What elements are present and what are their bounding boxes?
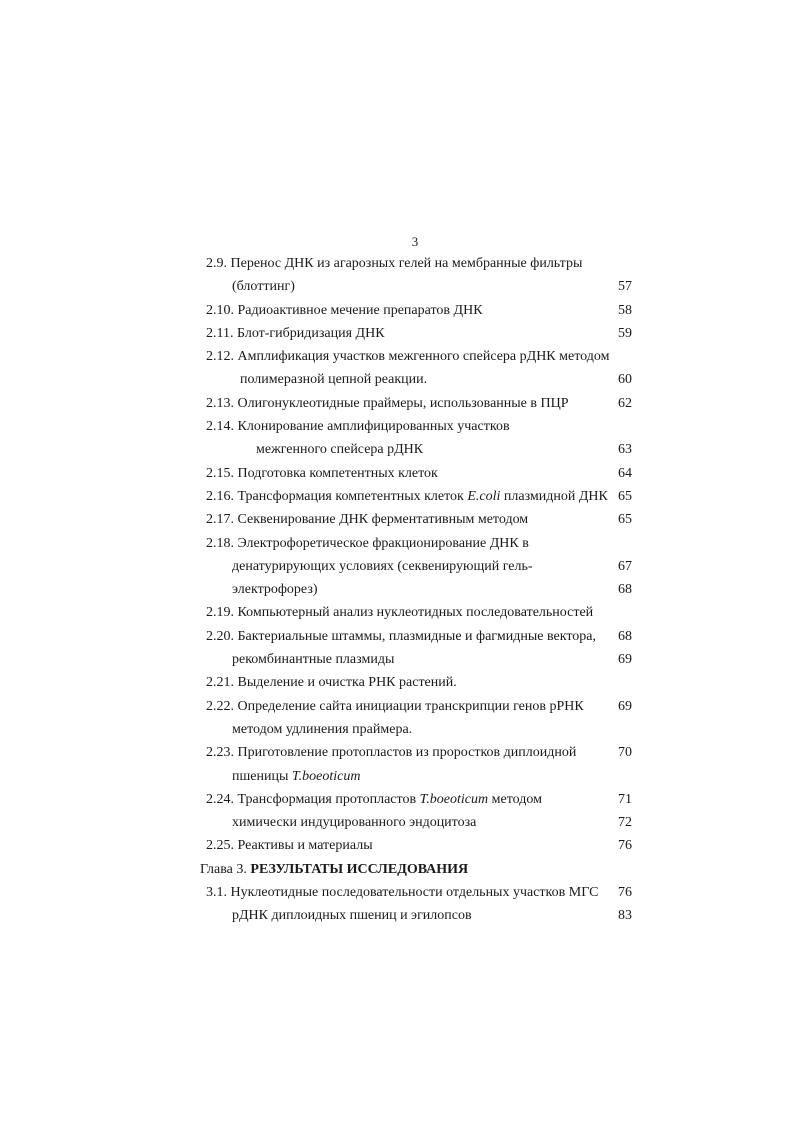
- toc-italic-term: T.boeoticum: [419, 791, 489, 807]
- toc-entry-text: рекомбинантные плазмиды: [232, 652, 395, 668]
- table-of-contents: [0, 252, 795, 928]
- toc-page-number: 64: [618, 465, 632, 481]
- toc-page-number: 76: [618, 885, 632, 901]
- toc-page-number: 67: [618, 558, 632, 574]
- toc-line: [0, 555, 795, 578]
- toc-line: [0, 718, 795, 741]
- chapter-heading-line: [0, 858, 795, 881]
- toc-entry-text: 2.18. Электрофоретическое фракционирование ДНК в: [206, 535, 529, 551]
- toc-line: [0, 904, 795, 927]
- toc-line: [0, 368, 795, 391]
- toc-entry-text: 2.13. Олигонуклеотидные праймеры, использованные в ПЦР: [206, 395, 569, 411]
- toc-entry-text: 2.22. Определение сайта инициации транскрипции генов рРНК: [206, 698, 584, 714]
- toc-text-part: 2.24. Трансформация протопластов: [206, 791, 420, 807]
- toc-entry-text: [206, 485, 608, 508]
- toc-entry-text: химически индуцированного эндоцитоза: [232, 815, 477, 831]
- toc-line: [0, 578, 795, 601]
- toc-text-part: плазмидной ДНК: [500, 488, 608, 504]
- toc-page-number: 63: [618, 442, 632, 458]
- toc-entry-text: 2.15. Подготовка компетентных клеток: [206, 465, 438, 481]
- toc-entry-text: (блоттинг): [232, 279, 295, 295]
- toc-page-number: 62: [618, 395, 632, 411]
- toc-entry-text: 2.21. Выделение и очистка РНК растений.: [206, 675, 457, 691]
- toc-page-number: 60: [618, 372, 632, 388]
- toc-entry-text: 2.20. Бактериальные штаммы, плазмидные и фагмидные вектора,: [206, 628, 596, 644]
- toc-line: [0, 508, 795, 531]
- toc-line: [0, 252, 795, 275]
- toc-page-number: 65: [618, 488, 632, 504]
- toc-line: [0, 299, 795, 322]
- toc-line: [0, 438, 795, 461]
- toc-entry-text: 3.1. Нуклеотидные последовательности отдельных участков МГС: [206, 885, 599, 901]
- toc-text-part: методом: [488, 791, 542, 807]
- page-number: 3: [411, 234, 419, 249]
- toc-entry-text: 2.10. Радиоактивное мечение препаратов ДНК: [206, 302, 483, 318]
- chapter-heading: [200, 858, 468, 881]
- toc-page-number: 69: [618, 698, 632, 714]
- toc-text-part: пшеницы: [232, 768, 292, 784]
- toc-line: [0, 881, 795, 904]
- toc-line: [0, 275, 795, 298]
- toc-line: [0, 415, 795, 438]
- toc-text-part: 2.16. Трансформация компетентных клеток: [206, 488, 468, 504]
- toc-page-number: 65: [618, 512, 632, 528]
- toc-entry-text: рДНК диплоидных пшениц и эгилопсов: [232, 908, 472, 924]
- toc-page-number: 69: [618, 652, 632, 668]
- toc-line: [0, 648, 795, 671]
- toc-entry-text: 2.19. Компьютерный анализ нуклеотидных последовательностей: [206, 605, 594, 621]
- toc-page-number: 68: [618, 628, 632, 644]
- toc-entry-text: полимеразной цепной реакции.: [240, 372, 428, 388]
- toc-italic-term: T.boeoticum: [291, 768, 361, 784]
- toc-line: [0, 741, 795, 764]
- toc-line: [0, 462, 795, 485]
- toc-line: [0, 695, 795, 718]
- toc-line: [0, 765, 795, 788]
- toc-line: [0, 322, 795, 345]
- chapter-title: РЕЗУЛЬТАТЫ ИССЛЕДОВАНИЯ: [250, 861, 469, 877]
- toc-page-number: 71: [618, 791, 632, 807]
- toc-entry-text: 2.14. Клонирование амплифицированных участков: [206, 419, 510, 435]
- toc-page-number: 59: [618, 325, 632, 341]
- toc-entry-text: методом удлинения праймера.: [232, 721, 413, 737]
- toc-entry-text: 2.11. Блот-гибридизация ДНК: [206, 325, 385, 341]
- toc-line: [0, 601, 795, 624]
- toc-entry-text: 2.9. Перенос ДНК из агарозных гелей на мембранные фильтры: [206, 256, 583, 271]
- toc-page-number: 72: [618, 815, 632, 831]
- toc-line: [0, 392, 795, 415]
- toc-page-number: 83: [618, 908, 632, 924]
- toc-line: [0, 671, 795, 694]
- toc-line: [0, 532, 795, 555]
- toc-line: [0, 834, 795, 857]
- toc-entry-text: [232, 765, 360, 788]
- toc-line: [0, 625, 795, 648]
- toc-entry-text: денатурирующих условиях (секвенирующий гель-: [232, 558, 533, 574]
- toc-entry-text: 2.12. Амплификация участков межгенного спейсера рДНК методом: [206, 349, 610, 365]
- toc-line: [0, 788, 795, 811]
- toc-entry-text: межгенного спейсера рДНК: [256, 442, 424, 458]
- toc-entry-text: 2.25. Реактивы и материалы: [206, 838, 373, 854]
- toc-entry-text: 2.23. Приготовление протопластов из проростков диплоидной: [206, 745, 577, 761]
- toc-page-number: 70: [618, 745, 632, 761]
- chapter-label: Глава 3.: [200, 861, 251, 877]
- toc-page-number: 57: [618, 279, 632, 295]
- toc-entry-text: электрофорез): [232, 582, 318, 598]
- toc-line: [0, 811, 795, 834]
- toc-page-number: 58: [618, 302, 632, 318]
- toc-line: [0, 485, 795, 508]
- toc-page-number: 68: [618, 582, 632, 598]
- toc-page-number: 76: [618, 838, 632, 854]
- toc-line: [0, 345, 795, 368]
- toc-italic-term: E.coli: [467, 488, 501, 504]
- toc-entry-text: [206, 788, 542, 811]
- toc-entry-text: 2.17. Секвенирование ДНК ферментативным методом: [206, 512, 529, 528]
